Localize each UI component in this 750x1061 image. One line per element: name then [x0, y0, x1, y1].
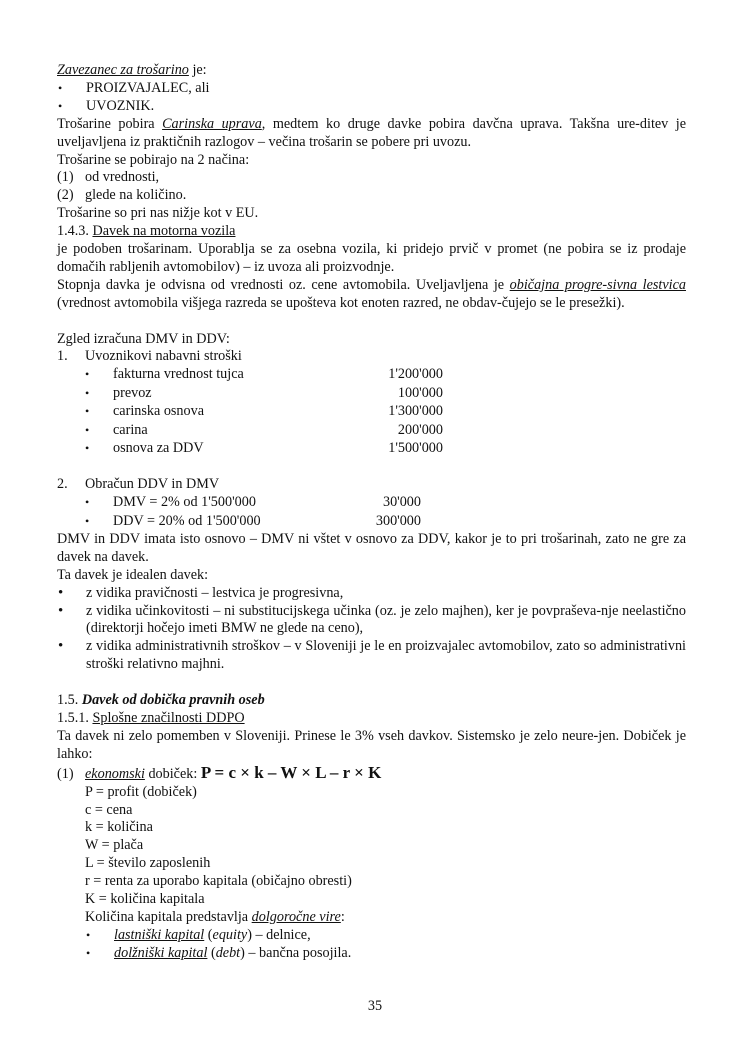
bullet-icon: • — [58, 98, 63, 113]
excise-payer-term: Zavezanec za trošarino — [57, 62, 189, 78]
definition: K = količina kapitala — [85, 891, 205, 908]
bullet-icon: • — [58, 80, 63, 95]
table-row: • osnova za DDV 1'500'000 — [85, 439, 443, 456]
bullet-icon: • — [85, 367, 90, 382]
bullet-icon: • — [85, 513, 90, 528]
example-part-1-title: 1. Uvoznikovi nabavni stroški — [57, 348, 242, 365]
bullet-icon: • — [58, 602, 64, 619]
bullet-icon: • — [58, 638, 64, 655]
page-number: 35 — [367, 998, 383, 1014]
definition: c = cena — [85, 801, 133, 818]
definition: L = število zaposlenih — [85, 855, 211, 872]
document-page — [57, 62, 686, 963]
bullet-icon: • — [85, 495, 90, 510]
paragraph: DMV in DDV imata isto osnovo – DMV ni vštet v osnovo za DDV, kakor je to pri trošarinah, zato ne gre za davek na davek. — [57, 530, 686, 565]
capital-intro: Količina kapitala predstavlja dolgoročne vire: — [85, 908, 345, 925]
excise-payer-heading: Zavezanec za trošarino je: — [57, 62, 207, 78]
definitions-list — [57, 784, 686, 963]
list-item: (1) od vrednosti, — [57, 169, 160, 186]
section-heading-1-5: 1.5. Davek od dobička pravnih oseb — [57, 692, 265, 709]
list-item: • lastniški kapital (equity) – delnice, — [86, 926, 311, 943]
table-row: • fakturna vrednost tujca 1'200'000 — [85, 366, 443, 383]
table-row: • carina 200'000 — [85, 421, 443, 438]
section-heading-1-5-1: 1.5.1. Splošne značilnosti DDPO — [57, 709, 245, 726]
tax-calculation-table — [57, 494, 686, 531]
bullet-icon: • — [58, 584, 64, 601]
bullet-icon: • — [85, 440, 90, 455]
long-term-sources-term: dolgoročne vire — [251, 908, 341, 925]
table-row: • DMV = 2% od 1'500'000 30'000 — [85, 494, 421, 511]
table-row: • prevoz 100'000 — [85, 384, 443, 401]
section-title: Davek od dobička pravnih oseb — [81, 692, 265, 709]
example-title: Zgled izračuna DMV in DDV: — [57, 330, 230, 347]
section-title: Davek na motorna vozila — [92, 223, 236, 240]
excise-collection-paragraph: Trošarine pobira Carinska uprava, medtem ko druge davke pobira davčna uprava. Takšna ure-ditev je uveljavljena iz praktičnih razlogov – večina trošarin se pobere pri uvozu. — [57, 115, 686, 150]
list-item: • UVOZNIK. — [58, 97, 155, 114]
excise-methods-intro: Trošarine se pobirajo na 2 načina: — [57, 151, 250, 168]
example-part-2-title: 2. Obračun DDV in DMV — [57, 476, 220, 493]
list-item: • dolžniški kapital (debt) – bančna posojila. — [86, 944, 352, 961]
excise-comparison: Trošarine so pri nas nižje kot v EU. — [57, 205, 259, 222]
list-item: (2) glede na količino. — [57, 187, 187, 204]
bullet-icon: • — [85, 404, 90, 419]
economic-term: ekonomski — [85, 765, 145, 782]
definition: P = profit (dobiček) — [85, 783, 197, 800]
list-item: • PROIZVAJALEC, ali — [58, 79, 210, 96]
progressive-scale-term: običajna progre-sivna lestvica — [509, 276, 686, 293]
section-title: Splošne značilnosti DDPO — [92, 709, 245, 726]
list-item: • z vidika administrativnih stroškov – v Sloveniji je le en proizvajalec avtomobilov, zato so administrativni stroški relativno majhni. — [58, 638, 686, 673]
table-row: • carinska osnova 1'300'000 — [85, 403, 443, 420]
bullet-icon: • — [86, 945, 91, 960]
customs-term: Carinska uprava — [162, 115, 262, 132]
section-heading-1-4-3: 1.4.3. Davek na motorna vozila — [57, 223, 236, 240]
ideal-tax-intro: Ta davek je idealen davek: — [57, 566, 209, 583]
bullet-icon: • — [86, 927, 91, 942]
cost-table — [57, 366, 686, 458]
bullet-icon: • — [85, 385, 90, 400]
definition: r = renta za uporabo kapitala (običajno obresti) — [85, 873, 352, 890]
table-row: • DDV = 20% od 1'500'000 300'000 — [85, 512, 421, 529]
paragraph: je podoben trošarinam. Uporablja se za osebna vozila, ki pridejo prvič v promet (ne pobira se iz prodaje domačih rabljenih avtomobilov) – iz uvoza ali proizvodnje. — [57, 241, 686, 275]
list-item: • z vidika učinkovitosti – ni substitucijskega učinka (oz. je zelo majhen), ker je povpraševa-nje neelastično (direktorji hočejo imeti BMW ne glede na ceno), — [58, 602, 686, 637]
paragraph: Ta davek ni zelo pomemben v Sloveniji. Prinese le 3% vseh davkov. Sistemsko je zelo neure-jen. Dobiček je lahko: — [57, 727, 686, 762]
paragraph: Stopnja davka je odvisna od vrednosti oz. cene avtomobila. Uveljavljena je običajna progre-sivna lestvica (vrednost avtomobila višjega razreda se upošteva kot enoten razred, ne obdav-čujejo se le presežki). — [57, 276, 686, 311]
definition: k = količina — [85, 819, 153, 836]
bullet-icon: • — [85, 422, 90, 437]
formula-line: (1) ekonomski dobiček: P = c × k – W × L – r × K — [57, 762, 382, 782]
definition: W = plača — [85, 837, 144, 854]
profit-formula: P = c × k – W × L – r × K — [200, 762, 382, 782]
list-item: • z vidika pravičnosti – lestvica je progresivna, — [58, 584, 344, 601]
